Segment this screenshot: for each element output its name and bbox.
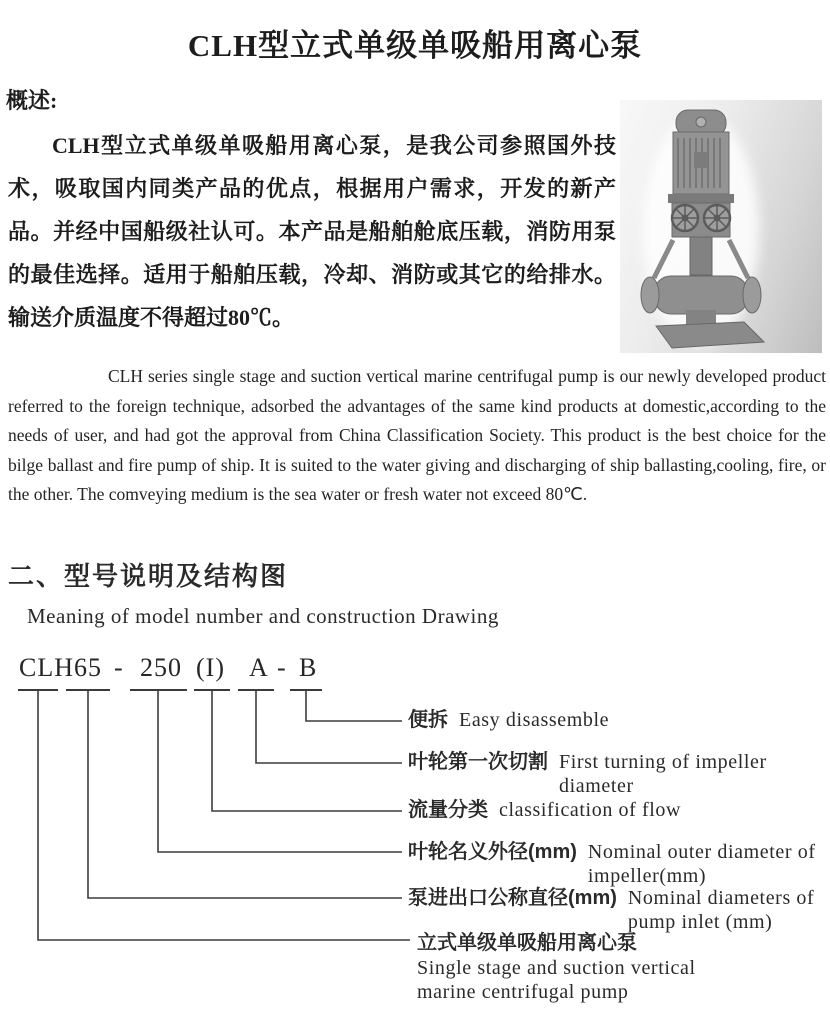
callout-en-line: Nominal diameters of (627, 887, 815, 909)
model-token-dash1: - (114, 653, 124, 682)
callout-first-turning (408, 750, 767, 798)
callout-zh-label: 立式单级单吸船用离心泵 (417, 932, 637, 954)
section2-heading-chinese: 二、型号说明及结构图 (8, 561, 289, 591)
model-token-250: 250 (140, 653, 182, 682)
callout-zh-label: 流量分类 (408, 799, 488, 821)
model-token-dash2: - (277, 653, 287, 682)
callout-en-line: pump inlet (mm) (627, 911, 773, 933)
callout-pump-type (417, 931, 696, 1004)
callout-easy-disassemble (408, 708, 609, 732)
callout-zh-label: 叶轮名义外径(mm) (408, 841, 577, 863)
callout-en-line: diameter (559, 775, 634, 797)
callout-en-line: Single stage and suction vertical (417, 957, 696, 979)
model-token-clh: CLH (19, 653, 74, 682)
callout-en-line: Easy disassemble (459, 709, 610, 731)
overview-heading: 概述: (6, 88, 58, 113)
callout-en-line: impeller(mm) (587, 865, 707, 887)
model-token-B: B (299, 653, 318, 682)
callout-zh-label: 便拆 (408, 709, 448, 731)
callout-en-line: marine centrifugal pump (417, 981, 629, 1003)
pump-illustration (626, 100, 776, 353)
overview-paragraph-chinese: CLH型立式单级单吸船用离心泵，是我公司参照国外技术，吸取国内同类产品的优点，根据用户需求，开发的新产品。并经中国船级社认可。本产品是船舶舱底压载，消防用泵的最佳选择。适用于船舶压载，冷却、消防或其它的给排水。输送介质温度不得超过80℃。 (8, 133, 616, 330)
callout-zh-label: 叶轮第一次切割 (408, 751, 548, 773)
model-number-diagram (0, 645, 830, 1028)
overview-paragraph-english: CLH series single stage and suction vertical marine centrifugal pump is our newly developed product referred to the foreign technique, adsorbed the advantages of the same kind products at domestic,according to the needs of user, and had got the approval from China Classification Society. This product is the best choice for the bilge ballast and fire pump of ship. It is suited to the water giving and discharging of ship ballasting,cooling, fire, or the other. The comveying medium is the sea water or fresh water not exceed 80℃. (8, 366, 826, 504)
callout-en-line: classification of flow (499, 799, 682, 821)
callout-flow-classification (408, 798, 681, 822)
callout-zh-label: 泵进出口公称直径(mm) (408, 887, 617, 909)
callout-lines (0, 645, 830, 1028)
callout-inlet-diameter (408, 886, 814, 934)
callout-en-line: Nominal outer diameter of (587, 841, 816, 863)
pump-photo (620, 100, 822, 353)
callout-en-line: First turning of impeller (559, 751, 767, 773)
model-token-I: (I) (196, 653, 225, 682)
model-token-65: 65 (74, 653, 102, 682)
page-title: CLH型立式单级单吸船用离心泵 (187, 28, 643, 63)
model-token-A: A (249, 653, 269, 682)
section2-heading-english: Meaning of model number and construction Drawing (27, 604, 499, 628)
callout-impeller-diameter (408, 840, 816, 888)
